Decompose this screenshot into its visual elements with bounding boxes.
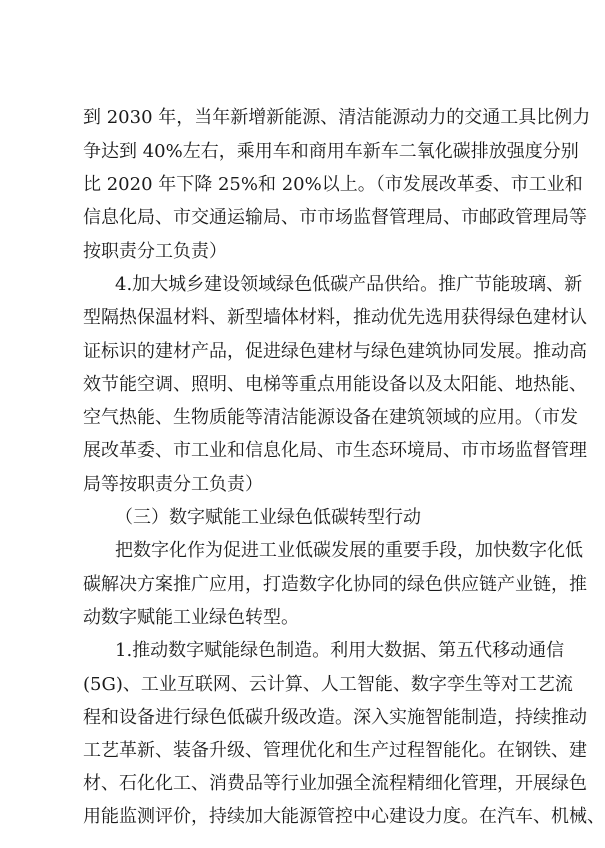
text-line: 按职责分工负责）	[83, 241, 227, 262]
section-heading: （三）数字赋能工业绿色低碳转型行动	[115, 507, 421, 528]
text-line: 动数字赋能工业绿色转型。	[83, 607, 299, 628]
text-line: 空气热能、生物质能等清洁能源设备在建筑领域的应用。（市发	[83, 407, 578, 428]
text-line: 效节能空调、照明、电梯等重点用能设备以及太阳能、地热能、	[83, 374, 587, 395]
text-line: 4.加大城乡建设领域绿色低碳产品供给。推广节能玻璃、新	[115, 274, 583, 295]
text-line: 材、石化化工、消费品等行业加强全流程精细化管理，开展绿色	[83, 773, 587, 794]
text-line: 信息化局、市交通运输局、市市场监督管理局、市邮政管理局等	[83, 207, 587, 228]
text-line: 把数字化作为促进工业低碳发展的重要手段，加快数字化低	[115, 540, 583, 561]
text-line: 工艺革新、装备升级、管理优化和生产过程智能化。在钢铁、建	[83, 740, 587, 761]
text-line: 争达到 40%左右，乘用车和商用车新车二氧化碳排放强度分别	[83, 141, 579, 162]
text-line: 程和设备进行绿色低碳升级改造。深入实施智能制造，持续推动	[83, 707, 587, 728]
text-line: 到 2030 年，当年新增新能源、清洁能源动力的交通工具比例力	[83, 107, 591, 128]
text-line: (5G)、工业互联网、云计算、人工智能、数字孪生等对工艺流	[83, 674, 573, 695]
text-line: 展改革委、市工业和信息化局、市生态环境局、市市场监督管理	[83, 440, 587, 461]
text-line: 比 2020 年下降 25%和 20%以上。（市发展改革委、市工业和	[83, 174, 583, 195]
text-line: 碳解决方案推广应用，打造数字化协同的绿色供应链产业链，推	[83, 574, 587, 595]
text-line: 型隔热保温材料、新型墙体材料，推动优先选用获得绿色建材认	[83, 307, 587, 328]
text-line: 局等按职责分工负责）	[83, 474, 263, 495]
text-line: 用能监测评价，持续加大能源管控中心建设力度。在汽车、机械、	[83, 806, 605, 827]
text-line: 1.推动数字赋能绿色制造。利用大数据、第五代移动通信	[115, 640, 565, 661]
text-line: 证标识的建材产品，促进绿色建材与绿色建筑协同发展。推动高	[83, 341, 587, 362]
